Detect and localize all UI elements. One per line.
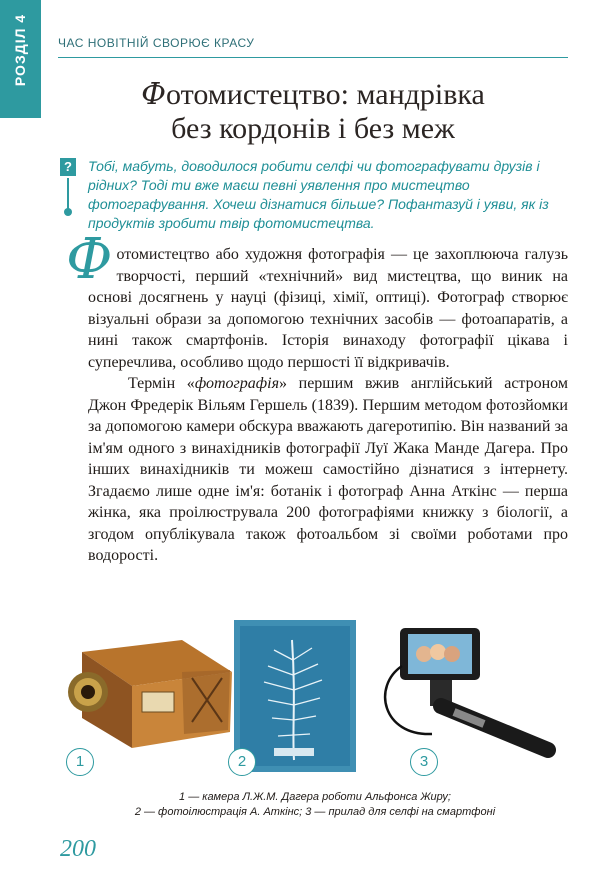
figure-1-number: 1 bbox=[66, 748, 94, 776]
paragraph-2-start: Термін « bbox=[128, 375, 195, 392]
paragraph-2 bbox=[88, 373, 568, 567]
title-initial: Ф bbox=[141, 77, 167, 112]
daguerre-camera-image bbox=[62, 622, 238, 752]
selfie-stick-image bbox=[372, 626, 572, 772]
question-mark-icon: ? bbox=[60, 158, 76, 176]
question-line-decoration bbox=[67, 178, 69, 210]
figure-caption bbox=[90, 790, 540, 820]
caption-line-2: 2 — фотоілюстрація А. Аткінс; 3 — прилад для селфі на смартфоні bbox=[134, 806, 496, 818]
page-title bbox=[78, 78, 548, 146]
paragraph-1-text: отомистецтво або художня фотографія — це захоплююча галузь творчості, перший «технічний» вид мистецтва, що виник на основі досягнень у науці (фізиці, хімії, оптиці). Фотограф створює візуальні образи за допомогою технічних засобів — фотоапаратів, а нині також смартфонів. Історія винаходу фотографії цікава і суперечлива, особливо щодо першості її відкривачів. bbox=[88, 246, 568, 371]
cyanotype-fern-image bbox=[234, 620, 356, 772]
title-line-2: без кордонів і без меж bbox=[171, 112, 455, 145]
section-tab bbox=[0, 0, 41, 118]
intro-question-text: Тобі, мабуть, доводилося робити селфі чи фотографувати друзів і рідних? Тоді ти вже маєш певні уявлення про мистецтво фотографування. Хочеш дізнатися більше? Пофантазуй і уяви, як із продуктів зробити твір фотомистецтва. bbox=[88, 158, 549, 231]
main-text bbox=[66, 227, 569, 567]
page-number: 200 bbox=[60, 836, 96, 862]
question-dot-decoration bbox=[64, 208, 72, 216]
caption-line-1: 1 — камера Л.Ж.М. Дагера роботи Альфонса Жиру; bbox=[179, 791, 451, 803]
running-title: ЧАС НОВІТНІЙ СВОРЮЄ КРАСУ bbox=[58, 36, 255, 50]
title-line-1-text: отомистецтво: мандрівка bbox=[166, 78, 485, 111]
title-line-1 bbox=[78, 78, 548, 112]
figure-3-number: 3 bbox=[410, 748, 438, 776]
paragraph-2-rest: » першим вжив англійський астроном Джон Фредерік Вільям Гершель (1839). Першим методом фотозйомки за допомогою камери обскура вважають дагеротипію. Він названий за ім'ям одного з винахідників фотографії Луї Жака Манде Дагера. Про інших винахідників ти можеш самостійно дізнатися з інтернету. Згадаємо лише одне ім'я: ботанік і фотограф Анна Аткінс — перша жінка, яка проілюструвала 200 фотографіями книжку з біології, а згодом опублікувала також фотоальбом зі своїми роботами про водорості. bbox=[88, 375, 569, 564]
paragraph-1 bbox=[66, 227, 568, 373]
header-divider bbox=[58, 57, 568, 58]
drop-cap: Ф bbox=[66, 227, 113, 292]
figure-2-number: 2 bbox=[228, 748, 256, 776]
term-photography: фотографія bbox=[194, 375, 279, 392]
section-tab-label: РОЗДІЛ 4 bbox=[12, 13, 28, 87]
